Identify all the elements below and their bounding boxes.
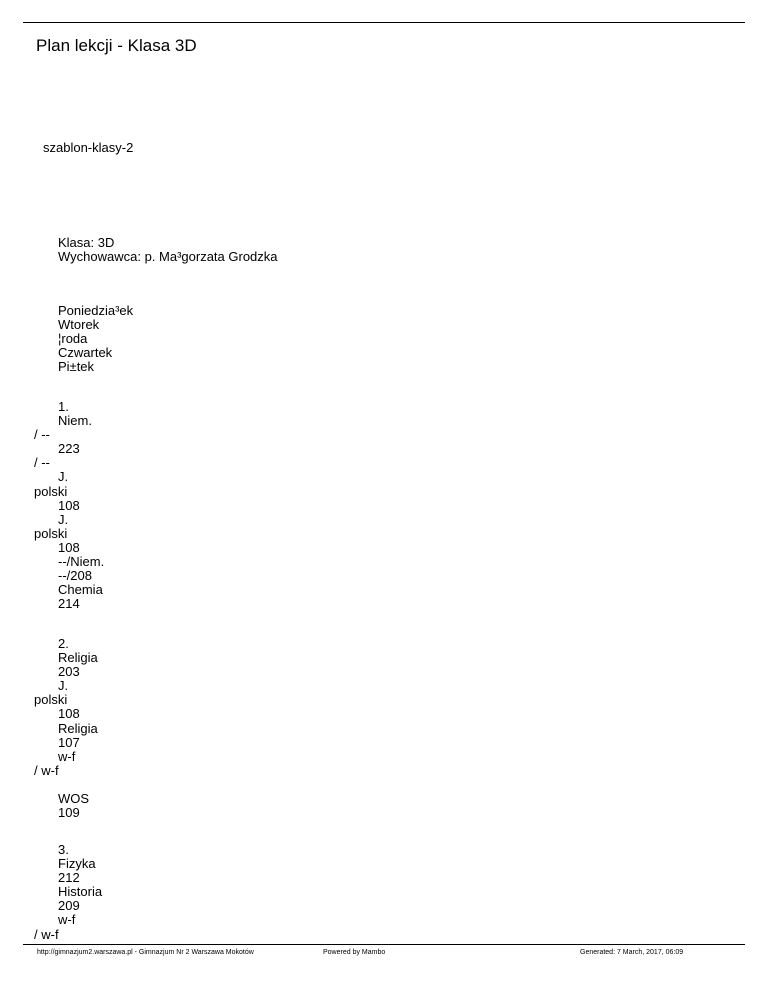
lesson-line: 107 [58,734,80,750]
lesson-line: polski [34,525,68,541]
lesson-line: polski [34,692,68,708]
lesson-line: / w-f [34,926,59,942]
tutor-line: Wychowawca: p. Ma³gorzata Grodzka [58,249,278,265]
lesson-line: 109 [58,805,80,821]
lesson-line: --/208 [58,568,92,584]
lesson-line: w-f [58,748,76,764]
lesson-line: 108 [58,539,80,555]
day-tuesday: Wtorek [58,317,100,333]
footer-generated-date: Generated: 7 March, 2017, 06:09 [580,949,684,956]
lesson-line: 203 [58,664,80,680]
day-wednesday: ¦roda [58,331,88,347]
lesson-line: 1. [58,399,69,414]
lesson-line: 2. [58,636,69,651]
page-title: Plan lekcji - Klasa 3D [36,36,197,55]
lesson-line: w-f [58,912,76,928]
lesson-line: J. [58,511,69,527]
lesson-line: WOS [58,791,90,807]
lesson-line: / -- [34,455,50,471]
day-monday: Poniedzia³ek [58,303,134,318]
lesson-line: / -- [34,427,50,443]
lesson-line: 3. [58,842,69,857]
header-divider [23,22,745,23]
lesson-line: Historia [58,884,103,900]
lesson-line: J. [58,469,69,485]
lesson-line: 108 [58,497,80,513]
lesson-line: Niem. [58,413,92,429]
day-friday: Pi±tek [58,359,95,375]
lesson-line: 209 [58,898,80,914]
lesson-line: Religia [58,650,98,666]
lesson-line: Religia [58,720,98,736]
day-list [58,304,133,374]
lesson-block-1 [34,399,105,612]
lesson-line: J. [58,678,69,694]
lesson-line [58,778,98,792]
class-info [58,236,278,264]
lesson-line: 223 [58,441,80,457]
lesson-line: 214 [58,596,80,612]
lesson-line: 108 [58,706,80,722]
template-name: szablon-klasy-2 [43,140,134,155]
lesson-line: 212 [58,870,80,886]
lesson-line: --/Niem. [58,554,105,570]
footer-divider [23,944,745,945]
lesson-line: Chemia [58,582,103,598]
lesson-block-3 [34,842,103,942]
lesson-block-2 [34,636,98,821]
footer-source-link[interactable]: http://gimnazjum2.warszawa.pl - Gimnazjum Nr 2 Warszawa Mokotów [37,949,254,956]
class-line: Klasa: 3D [58,235,115,250]
day-thursday: Czwartek [58,345,113,361]
lesson-line: Fizyka [58,856,96,872]
lesson-line: / w-f [34,762,59,778]
lesson-line: polski [34,483,68,499]
footer-powered-by: Powered by Mambo [323,949,386,956]
